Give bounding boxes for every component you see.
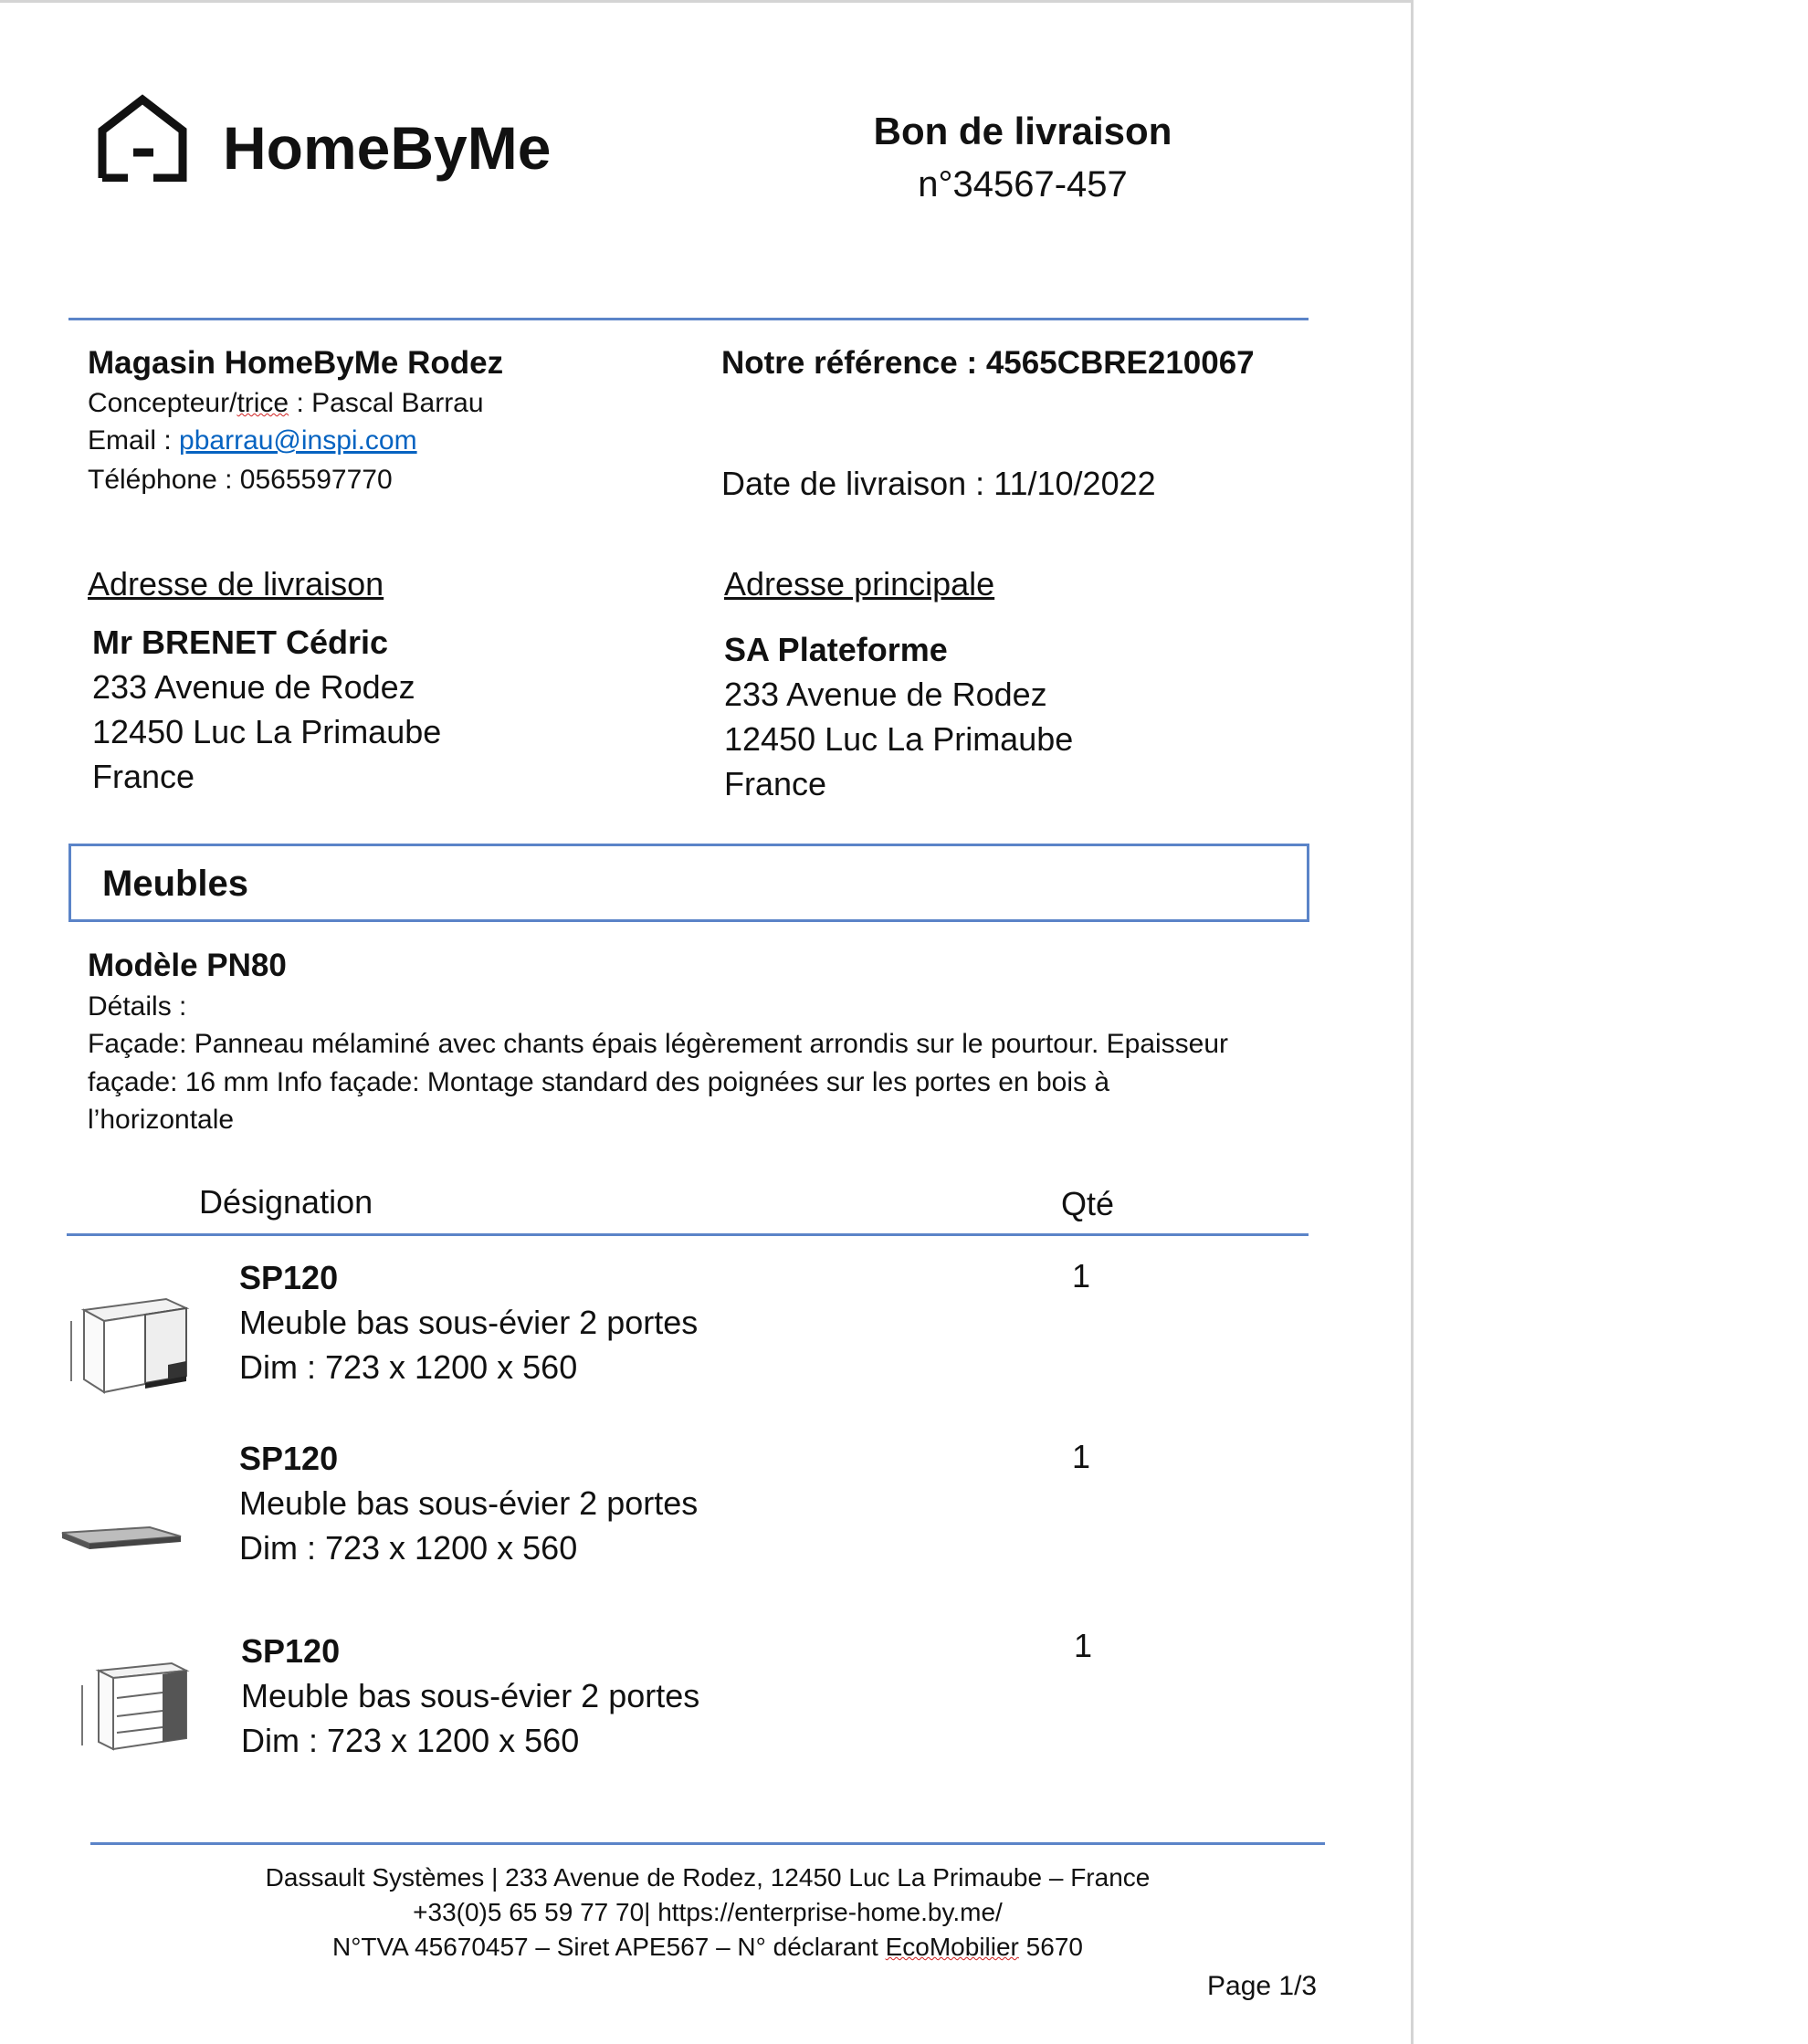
logo-text: HomeByMe [223, 114, 552, 182]
footer-line3 [90, 1930, 1325, 1965]
table-header-divider [67, 1233, 1309, 1236]
worktop-icon [58, 1518, 195, 1591]
footer-line3b: EcoMobilier [885, 1933, 1019, 1961]
model-details-label: Détails : [88, 991, 187, 1022]
item-text [239, 1436, 698, 1570]
item-qty: 1 [1074, 1627, 1093, 1664]
delivery-line2: 12450 Luc La Primaube [92, 713, 442, 750]
document-title: Bon de livraison [873, 110, 1172, 152]
delivery-line1: 233 Avenue de Rodez [92, 668, 415, 706]
item-qty: 1 [1072, 1257, 1091, 1295]
table-row [55, 1434, 1297, 1589]
item-dimensions: Dim : 723 x 1200 x 560 [239, 1529, 578, 1567]
item-text [241, 1629, 699, 1763]
page-number: Page 1/3 [1207, 1971, 1318, 2001]
delivery-name: Mr BRENET Cédric [92, 624, 389, 661]
email-info [88, 422, 417, 460]
delivery-address-heading: Adresse de livraison [88, 565, 384, 603]
main-line2: 12450 Luc La Primaube [724, 720, 1074, 758]
store-name: Magasin HomeByMe Rodez [88, 345, 504, 381]
main-address-block [724, 627, 1073, 806]
header-divider [68, 318, 1309, 320]
item-description: Meuble bas sous-évier 2 portes [241, 1677, 700, 1714]
footer-line1: Dassault Systèmes | 233 Avenue de Rodez, 12450 Luc La Primaube – France [265, 1863, 1151, 1892]
delivery-date: Date de livraison : 11/10/2022 [721, 465, 1156, 502]
section-box [68, 844, 1309, 922]
designer-info [88, 384, 484, 423]
main-line1: 233 Avenue de Rodez [724, 676, 1047, 713]
footer-divider [90, 1842, 1325, 1845]
phone-info: Téléphone : 0565597770 [88, 465, 393, 495]
delivery-address-block [92, 620, 441, 799]
base-cabinet-icon [58, 1274, 195, 1410]
col-qty-header: Qté [1061, 1185, 1115, 1222]
section-title: Meubles [102, 864, 249, 904]
main-line3: France [724, 765, 827, 802]
item-code: SP120 [241, 1632, 341, 1670]
item-code: SP120 [239, 1440, 339, 1477]
model-name: Modèle PN80 [88, 948, 287, 983]
footer [90, 1861, 1325, 1965]
email-label: Email : [88, 425, 180, 456]
item-dimensions: Dim : 723 x 1200 x 560 [241, 1722, 580, 1759]
footer-line3c: 5670 [1018, 1933, 1083, 1961]
item-description: Meuble bas sous-évier 2 portes [239, 1304, 699, 1341]
designer-label-b: trice [237, 388, 289, 418]
item-description: Meuble bas sous-évier 2 portes [239, 1484, 699, 1522]
document-number: n°34567-457 [918, 164, 1128, 204]
item-qty: 1 [1072, 1438, 1091, 1475]
item-code: SP120 [239, 1259, 339, 1296]
our-reference: Notre référence : 4565CBRE210067 [721, 345, 1255, 381]
delivery-line3: France [92, 758, 195, 795]
main-address-heading: Adresse principale [724, 565, 995, 603]
footer-line2: +33(0)5 65 59 77 70| https://enterprise-home.by.me/ [413, 1898, 1003, 1926]
designer-label-a: Concepteur/ [88, 388, 237, 418]
item-text [239, 1255, 698, 1389]
table-row [55, 1629, 1297, 1784]
footer-line3a: N°TVA 45670457 – Siret APE567 – N° déclarant [332, 1933, 886, 1961]
main-name: SA Plateforme [724, 631, 948, 668]
house-logo-icon [97, 94, 188, 182]
drawer-cabinet-icon [71, 1658, 208, 1767]
model-details-line1: Façade: Panneau mélaminé avec chants épais légèrement arrondis sur le pourtour. Epaisseur [88, 1029, 1229, 1059]
model-details-line3: l’horizontale [88, 1105, 235, 1135]
email-link[interactable]: pbarrau@inspi.com [179, 425, 417, 456]
designer-label-c: : Pascal Barrau [289, 388, 484, 418]
col-designation-header: Désignation [199, 1183, 373, 1221]
logo [97, 94, 572, 194]
model-details-line2: façade: 16 mm Info façade: Montage standard des poignées sur les portes en bois à [88, 1067, 1110, 1097]
item-dimensions: Dim : 723 x 1200 x 560 [239, 1348, 578, 1386]
table-row [55, 1253, 1297, 1409]
